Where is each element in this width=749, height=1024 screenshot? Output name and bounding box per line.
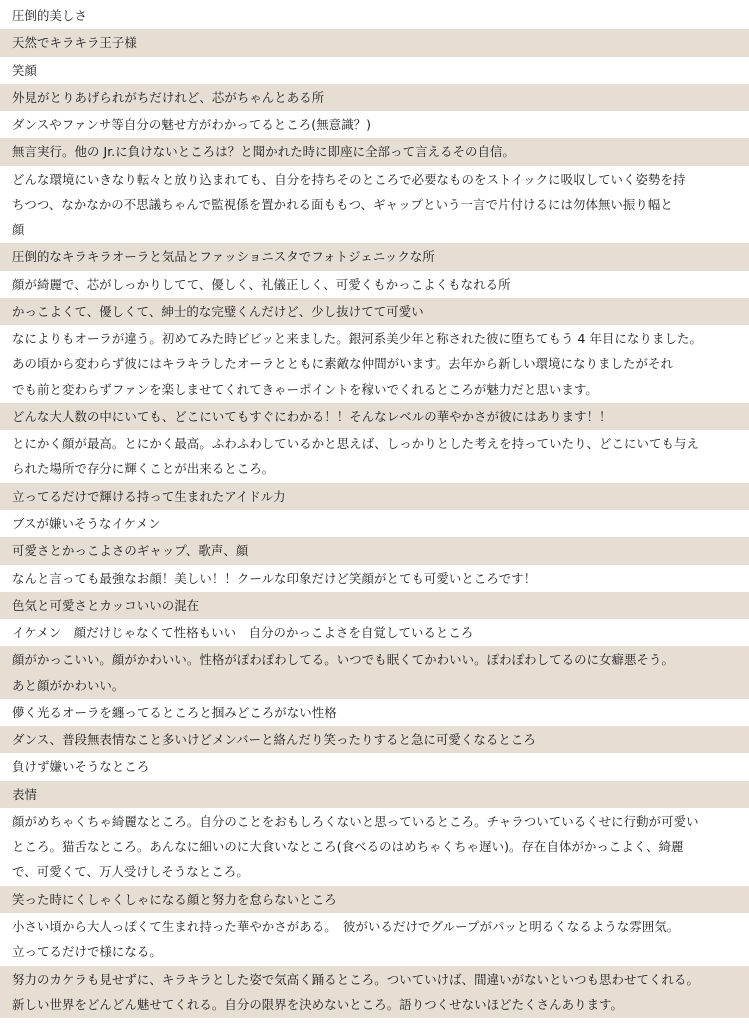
answer-row [0,699,749,726]
answer-row [0,565,749,592]
answer-text-line: ダンスやファンサ等自分の魅せ方がわかってるところ(無意識？) [12,117,372,133]
answer-row [0,298,749,325]
answer-row [0,403,749,430]
answer-text-line: 圧倒的なキラキラオーラと気品とファッショニスタでフォトジェニックな所 [12,249,435,265]
answer-text-line: 外見がとりあげられがちだけれど、芯がちゃんとある所 [12,89,325,105]
answer-text-line: 笑顔 [12,62,37,78]
answer-row [0,57,749,84]
answer-text-line: 圧倒的美しさ [12,8,87,23]
answer-row [0,138,749,165]
answer-row [0,913,749,966]
answer-text-line: 可愛さとかっこよさのギャップ、歌声、顔 [12,543,249,559]
answer-text-line: 儚く光るオーラを纏ってるところと掴みどころがない性格 [12,704,337,720]
answer-text-line: 新しい世界をどんどん魅せてくれる。自分の限界を決めないところ。語りつくせないほどたくさんあります。 [12,996,624,1012]
answer-row [0,886,749,913]
answer-text-line: 負けず嫌いそうなところ [12,759,150,775]
answer-text-line: あと顔がかわいい。 [12,677,125,693]
answer-row [0,646,749,699]
answer-row [0,966,749,1019]
answer-text-line: ブスが嫌いそうなイケメン [12,516,161,532]
answer-row [0,808,749,886]
answer-text-line: なによりもオーラが違う。初めてみた時ビビッと来ました。銀河系美少年と称された彼に堕ちてもう 4 年目になりました。 [12,331,702,347]
answer-text-line: 天然でキラキラ王子様 [12,35,137,51]
answer-row [0,84,749,111]
answer-row [0,619,749,646]
answer-row [0,166,749,244]
answer-text-line: どんな環境にいきなり転々と放り込まれても、自分を持ちそのところで必要なものをストイックに吸収していく姿勢を持 [12,171,686,187]
answer-text-line: 色気と可愛さとカッコいいの混在 [12,597,200,613]
answer-text-line: 立ってるだけで様になる。 [12,944,162,960]
answer-text-line: 立ってるだけで輝ける持って生まれたアイドル力 [12,488,286,504]
answer-text-line: 努力のカケラも見せずに、キラキラとした姿で気高く踊るところ。ついていけば、間違いがないといつも思わせてくれる。 [12,971,699,987]
answer-row [0,325,749,403]
answer-row [0,243,749,270]
answer-text-line: ところ。猫舌なところ。あんなに細いのに大食いなところ(食べるのはめちゃくちゃ遅い)。存在自体がかっこよく、綺麗 [12,839,684,855]
answer-text-line: で、可愛くて、万人受けしそうなところ。 [12,864,249,880]
answer-row [0,510,749,537]
answer-row [0,2,749,29]
answer-row [0,753,749,780]
answer-text-line: 顔 [12,222,25,237]
answer-row [0,111,749,138]
answer-text-line: でも前と変わらずファンを楽しませてくれてきゃーポイントを稼いでくれるところが魅力だと思います。 [12,381,598,397]
answer-text-line: 顔がめちゃくちゃ綺麗なところ。自分のことをおもしろくないと思っているところ。チャラついているくせに行動が可愛い [12,813,699,829]
answer-row [0,29,749,56]
answer-row [0,592,749,619]
answer-text-line: 顔が綺麗で、芯がしっかりしてて、優しく、礼儀正しく、可愛くもかっこよくもなれる所 [12,276,511,292]
answer-text-line: あの頃から変わらず彼にはキラキラしたオーラとともに素敵な仲間がいます。去年から新しい環境になりましたがそれ [12,356,674,372]
answer-text-line: とにかく顔が最高。とにかく最高。ふわふわしているかと思えば、しっかりとした考えを持っていたり、どこにいても与え [12,436,699,452]
answer-text-line: ちつつ、なかなかの不思議ちゃんで監視係を置かれる面ももつ、ギャップという一言で片付けるには勿体無い振り幅と [12,196,673,212]
answer-text-line: どんな大人数の中にいても、どこにいてもすぐにわかる！！そんなレベルの華やかさが彼にはあります！！ [12,408,612,424]
answer-text-line: 小さい頃から大人っぽくて生まれ持った華やかさがある。 彼がいるだけでグループがパッと明るくなるような雰囲気。 [12,919,680,935]
answer-text-line: られた場所で存分に輝くことが出来るところ。 [12,461,275,477]
answer-row [0,726,749,753]
answer-row [0,430,749,483]
answer-text-line: かっこよくて、優しくて、紳士的な完璧くんだけど、少し抜けてて可愛い [12,303,424,319]
answer-text-line: イケメン 顔だけじゃなくて性格もいい 自分のかっこよさを自覚しているところ [12,625,474,641]
answer-text-line: 顔がかっこいい。顔がかわいい。性格がぽわぽわしてる。いつでも眠くてかわいい。ぽわぽわしてるのに女癖悪そう。 [12,652,675,668]
answer-text-line: 笑った時にくしゃくしゃになる顔と努力を怠らないところ [12,891,337,907]
answer-row [0,537,749,564]
answer-row [0,483,749,510]
answer-row [0,781,749,808]
answer-text-line: 表情 [12,786,37,802]
answer-text-line: なんと言っても最強なお顔！美しい！！クールな印象だけど笑顔がとても可愛いところです！ [12,570,537,586]
answer-row [0,271,749,298]
answer-text-line: 無言実行。他の Jr.に負けないところは？と聞かれた時に即座に全部って言えるその自信。 [12,144,516,160]
answer-text-line: ダンス、普段無表情なこと多いけどメンバーと絡んだり笑ったりすると急に可愛くなるところ [12,732,536,748]
